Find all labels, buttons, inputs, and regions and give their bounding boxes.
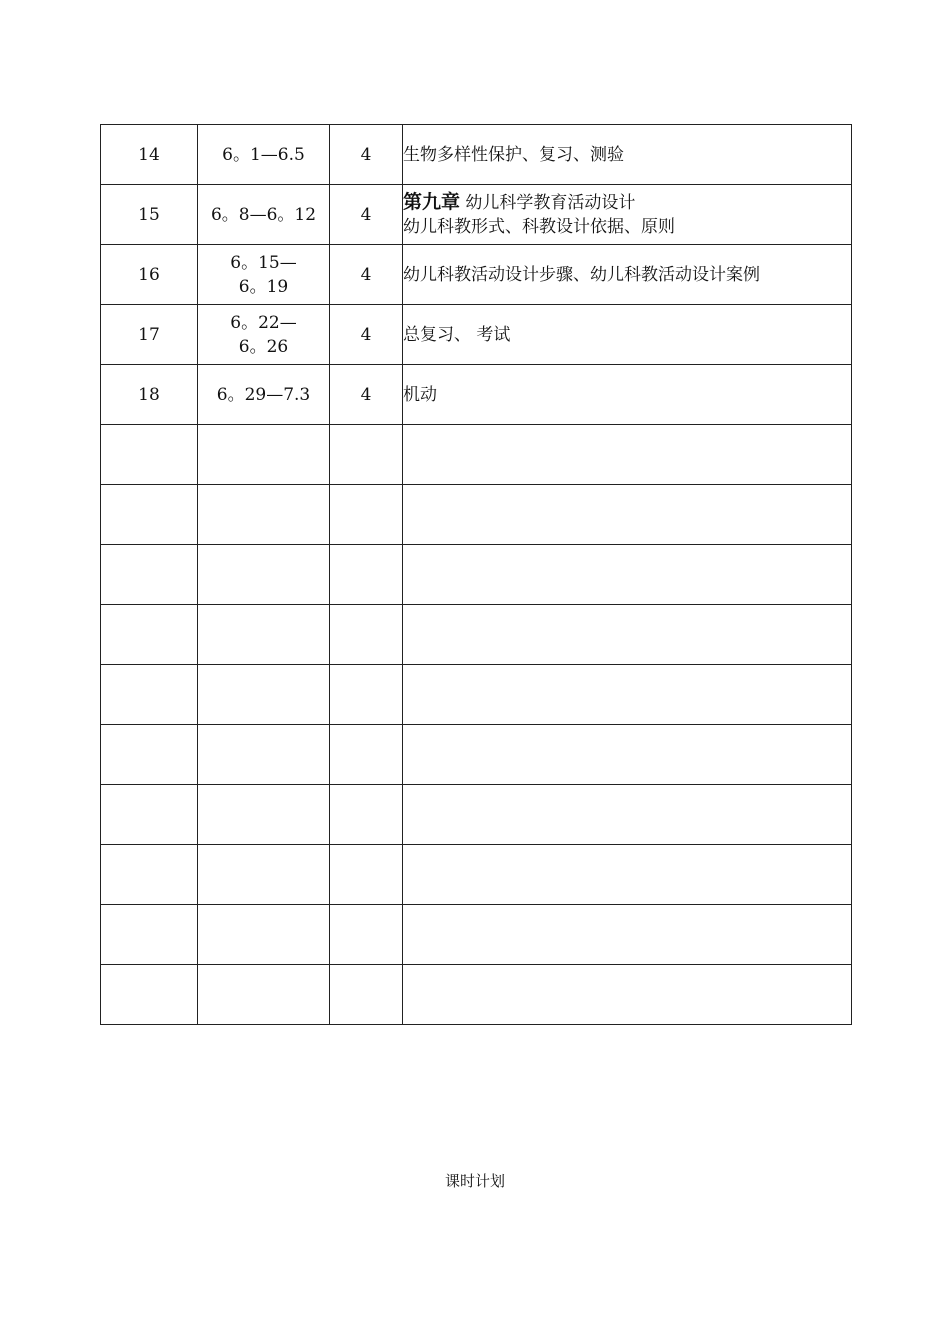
schedule-table-body xyxy=(101,125,852,1025)
date-text: 6。26 xyxy=(238,336,289,357)
content-cell xyxy=(403,365,852,425)
week-cell: 18 xyxy=(101,365,198,425)
empty-cell xyxy=(101,905,198,965)
content-text: 总复习、 考试 xyxy=(403,324,511,345)
empty-cell xyxy=(101,545,198,605)
empty-cell xyxy=(330,785,403,845)
empty-cell xyxy=(403,725,852,785)
empty-cell xyxy=(101,425,198,485)
empty-table-row xyxy=(101,785,852,845)
date-cell xyxy=(198,125,330,185)
empty-cell xyxy=(198,425,330,485)
content-cell xyxy=(403,245,852,305)
date-text: 6。15— xyxy=(230,252,297,273)
empty-cell xyxy=(330,965,403,1025)
empty-cell xyxy=(198,665,330,725)
content-cell xyxy=(403,125,852,185)
week-cell: 16 xyxy=(101,245,198,305)
chapter-heading: 第九章 xyxy=(403,191,461,213)
footer-title: 课时计划 xyxy=(444,1172,505,1190)
empty-cell xyxy=(198,605,330,665)
date-text: 6。19 xyxy=(238,276,289,297)
empty-cell xyxy=(330,545,403,605)
date-text: 6。29—7.3 xyxy=(216,384,311,405)
empty-table-row xyxy=(101,665,852,725)
empty-cell xyxy=(101,785,198,845)
empty-cell xyxy=(330,725,403,785)
week-cell: 17 xyxy=(101,305,198,365)
empty-cell xyxy=(403,905,852,965)
empty-cell xyxy=(330,905,403,965)
content-cell xyxy=(403,305,852,365)
empty-cell xyxy=(198,965,330,1025)
empty-cell xyxy=(101,845,198,905)
content-text: 生物多样性保护、复习、测验 xyxy=(403,144,624,165)
empty-cell xyxy=(198,845,330,905)
date-text: 6。22— xyxy=(230,312,297,333)
empty-cell xyxy=(403,485,852,545)
empty-cell xyxy=(101,605,198,665)
table-row xyxy=(101,305,852,365)
table-row xyxy=(101,185,852,245)
empty-cell xyxy=(403,605,852,665)
empty-table-row xyxy=(101,425,852,485)
empty-cell xyxy=(330,605,403,665)
date-cell xyxy=(198,305,330,365)
date-cell xyxy=(198,365,330,425)
empty-cell xyxy=(101,965,198,1025)
content-text: 机动 xyxy=(403,384,437,405)
date-cell xyxy=(198,245,330,305)
empty-cell xyxy=(403,845,852,905)
content-cell xyxy=(403,185,852,245)
empty-cell xyxy=(403,785,852,845)
empty-cell xyxy=(198,545,330,605)
empty-cell xyxy=(403,425,852,485)
empty-cell xyxy=(403,545,852,605)
empty-table-row xyxy=(101,965,852,1025)
empty-cell xyxy=(198,785,330,845)
hours-cell: 4 xyxy=(330,185,403,245)
date-text: 6。8—6。12 xyxy=(210,204,317,225)
date-text: 6。1—6.5 xyxy=(222,144,305,165)
empty-table-row xyxy=(101,905,852,965)
hours-cell: 4 xyxy=(330,125,403,185)
week-cell: 14 xyxy=(101,125,198,185)
hours-cell: 4 xyxy=(330,365,403,425)
empty-cell xyxy=(101,725,198,785)
empty-cell xyxy=(403,665,852,725)
empty-table-row xyxy=(101,485,852,545)
empty-cell xyxy=(101,665,198,725)
table-row xyxy=(101,245,852,305)
empty-table-row xyxy=(101,725,852,785)
hours-cell: 4 xyxy=(330,305,403,365)
schedule-table xyxy=(100,124,852,1025)
empty-table-row xyxy=(101,545,852,605)
empty-cell xyxy=(330,425,403,485)
hours-cell: 4 xyxy=(330,245,403,305)
empty-cell xyxy=(330,485,403,545)
table-row xyxy=(101,125,852,185)
date-cell xyxy=(198,185,330,245)
empty-cell xyxy=(101,485,198,545)
empty-cell xyxy=(403,965,852,1025)
content-text: 幼儿科教活动设计步骤、幼儿科教活动设计案例 xyxy=(403,264,760,285)
empty-cell xyxy=(198,725,330,785)
empty-table-row xyxy=(101,845,852,905)
empty-cell xyxy=(330,665,403,725)
empty-cell xyxy=(330,845,403,905)
empty-table-row xyxy=(101,605,852,665)
empty-cell xyxy=(198,485,330,545)
table-row xyxy=(101,365,852,425)
content-text: 幼儿科教形式、科教设计依据、原则 xyxy=(403,217,675,237)
week-cell: 15 xyxy=(101,185,198,245)
content-text: 幼儿科学教育活动设计 xyxy=(465,193,636,213)
empty-cell xyxy=(198,905,330,965)
